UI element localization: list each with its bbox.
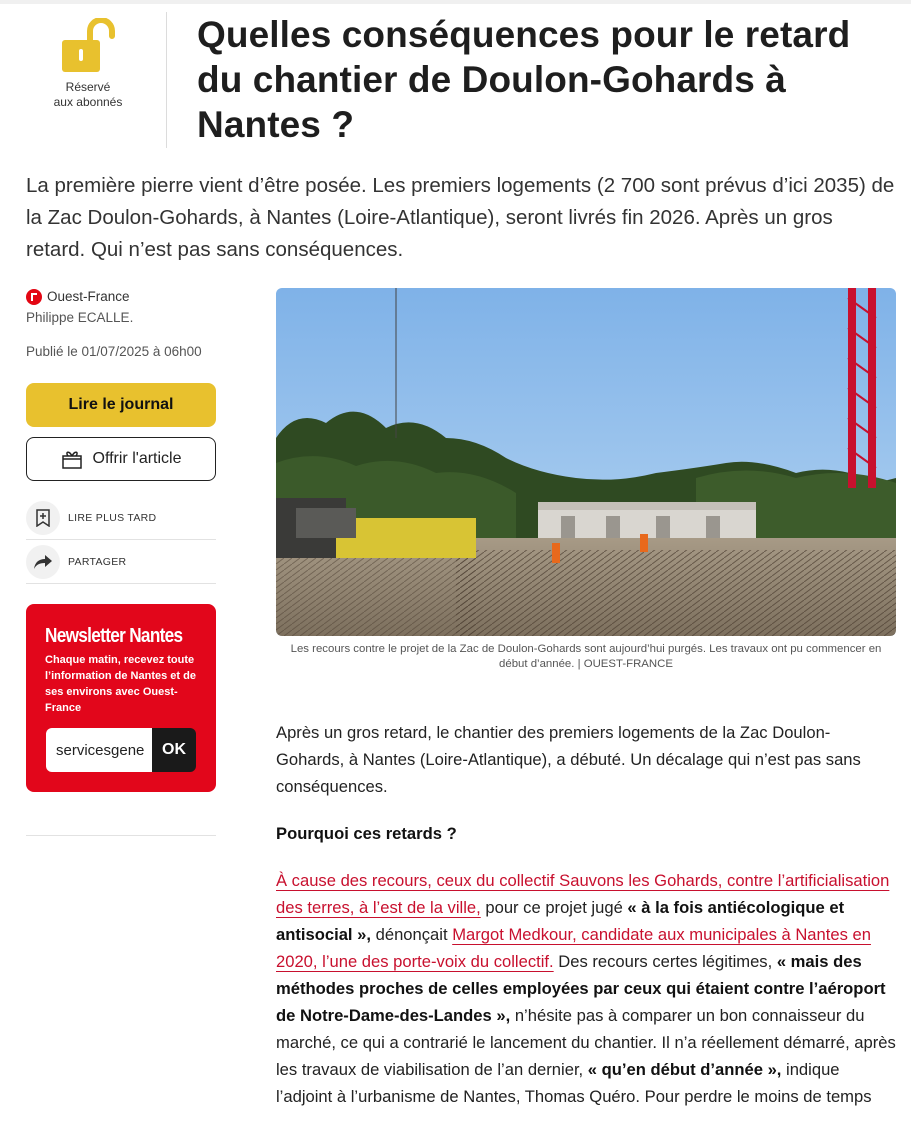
author-name: Philippe ECALLE. bbox=[26, 310, 134, 325]
article-lead: La première pierre vient d’être posée. Les premiers logements (2 700 sont prévus d’ici 2035) de la Zac Doulon-Gohards, à Nantes (Loire-Atlantique), seront livrés fin 2026. Après un gros retard. Qui n’est pas sans conséquences. bbox=[26, 174, 895, 261]
newsletter-ok-button[interactable]: OK bbox=[152, 728, 196, 772]
divider bbox=[26, 583, 216, 584]
top-border bbox=[0, 0, 911, 4]
article-photo[interactable] bbox=[276, 288, 896, 636]
p2-text-5: indique l’adjoint à l’urbanisme de Nantes, Thomas Quéro. Pour perdre le moins de temps bbox=[276, 1060, 872, 1106]
padlock-open-icon bbox=[56, 18, 120, 74]
premium-badge bbox=[26, 18, 150, 110]
read-later-action[interactable] bbox=[26, 497, 216, 539]
article-meta bbox=[26, 288, 226, 361]
article-paragraph-2 bbox=[276, 867, 896, 1110]
publish-date: Publié le 01/07/2025 à 06h00 bbox=[26, 344, 202, 359]
share-action[interactable] bbox=[26, 541, 216, 583]
divider bbox=[26, 539, 216, 540]
p2-quote-3: « qu’en début d’année », bbox=[587, 1060, 782, 1079]
offer-article-button[interactable] bbox=[26, 437, 216, 481]
photo-caption: Les recours contre le projet de la Zac de Doulon-Gohards sont aujourd’hui purgés. Les travaux ont pu commencer en début d’année. | OUEST-FRANCE bbox=[290, 643, 882, 670]
offer-article-label: Offrir l'article bbox=[92, 450, 182, 467]
recours-link[interactable]: À cause des recours, ceux du collectif Sauvons les Gohards, contre l’artificialisation des terres, à l’est de la ville, bbox=[276, 871, 890, 917]
source-row[interactable] bbox=[26, 288, 226, 306]
margot-medkour-link[interactable]: Margot Medkour, candidate aux municipales à Nantes en 2020, l’une des porte-voix du collectif. bbox=[276, 925, 871, 971]
read-later-label: LIRE PLUS TARD bbox=[68, 512, 157, 524]
article-subheading bbox=[276, 820, 896, 847]
construction-site-image bbox=[276, 288, 896, 636]
read-journal-button[interactable] bbox=[26, 383, 216, 427]
p2-text-1: pour ce projet jugé bbox=[480, 898, 628, 917]
subheading-text: Pourquoi ces retards ? bbox=[276, 824, 457, 843]
divider bbox=[26, 835, 216, 836]
newsletter-box bbox=[26, 604, 216, 792]
newsletter-email-input[interactable] bbox=[46, 728, 152, 772]
p2-text-3: Des recours certes légitimes, bbox=[553, 952, 777, 971]
source-name: Ouest-France bbox=[47, 289, 130, 304]
p2-quote-2: « mais des méthodes proches de celles employées par ceux qui étaient contre l’aéroport de Notre-Dame-des-Landes », bbox=[276, 952, 886, 1025]
header-divider bbox=[166, 12, 167, 148]
bookmark-icon bbox=[26, 501, 60, 535]
article-paragraph-1: Après un gros retard, le chantier des premiers logements de la Zac Doulon-Gohards, à Nantes (Loire-Atlantique), a débuté. Un décalage qui n’est pas sans conséquences. bbox=[276, 723, 861, 796]
gift-icon bbox=[61, 448, 83, 470]
share-label: PARTAGER bbox=[68, 556, 127, 568]
share-arrow-icon bbox=[26, 545, 60, 579]
ouest-france-logo-icon bbox=[26, 289, 42, 305]
premium-label bbox=[26, 80, 150, 110]
article-title: Quelles conséquences pour le retard du chantier de Doulon-Gohards à Nantes ? bbox=[197, 14, 851, 145]
p2-quote-1: « à la fois antiécologique et antisocial », bbox=[276, 898, 845, 944]
newsletter-text: Chaque matin, recevez toute l’information de Nantes et de ses environs avec Ouest-France bbox=[45, 654, 196, 714]
p2-text-4: n’hésite pas à comparer un bon connaisseur du marché, ce qui a contrarié le lancement du chantier. Il n’a réellement démarré, après les travaux de viabilisation de l’an dernier, bbox=[276, 1006, 896, 1079]
premium-label-line1: Réservé bbox=[65, 80, 111, 94]
newsletter-title: Newsletter Nantes bbox=[45, 625, 183, 647]
premium-label-line2: aux abonnés bbox=[53, 95, 123, 109]
read-journal-label: Lire le journal bbox=[68, 396, 174, 413]
p2-text-2: dénonçait bbox=[371, 925, 453, 944]
newsletter-form bbox=[46, 728, 196, 772]
